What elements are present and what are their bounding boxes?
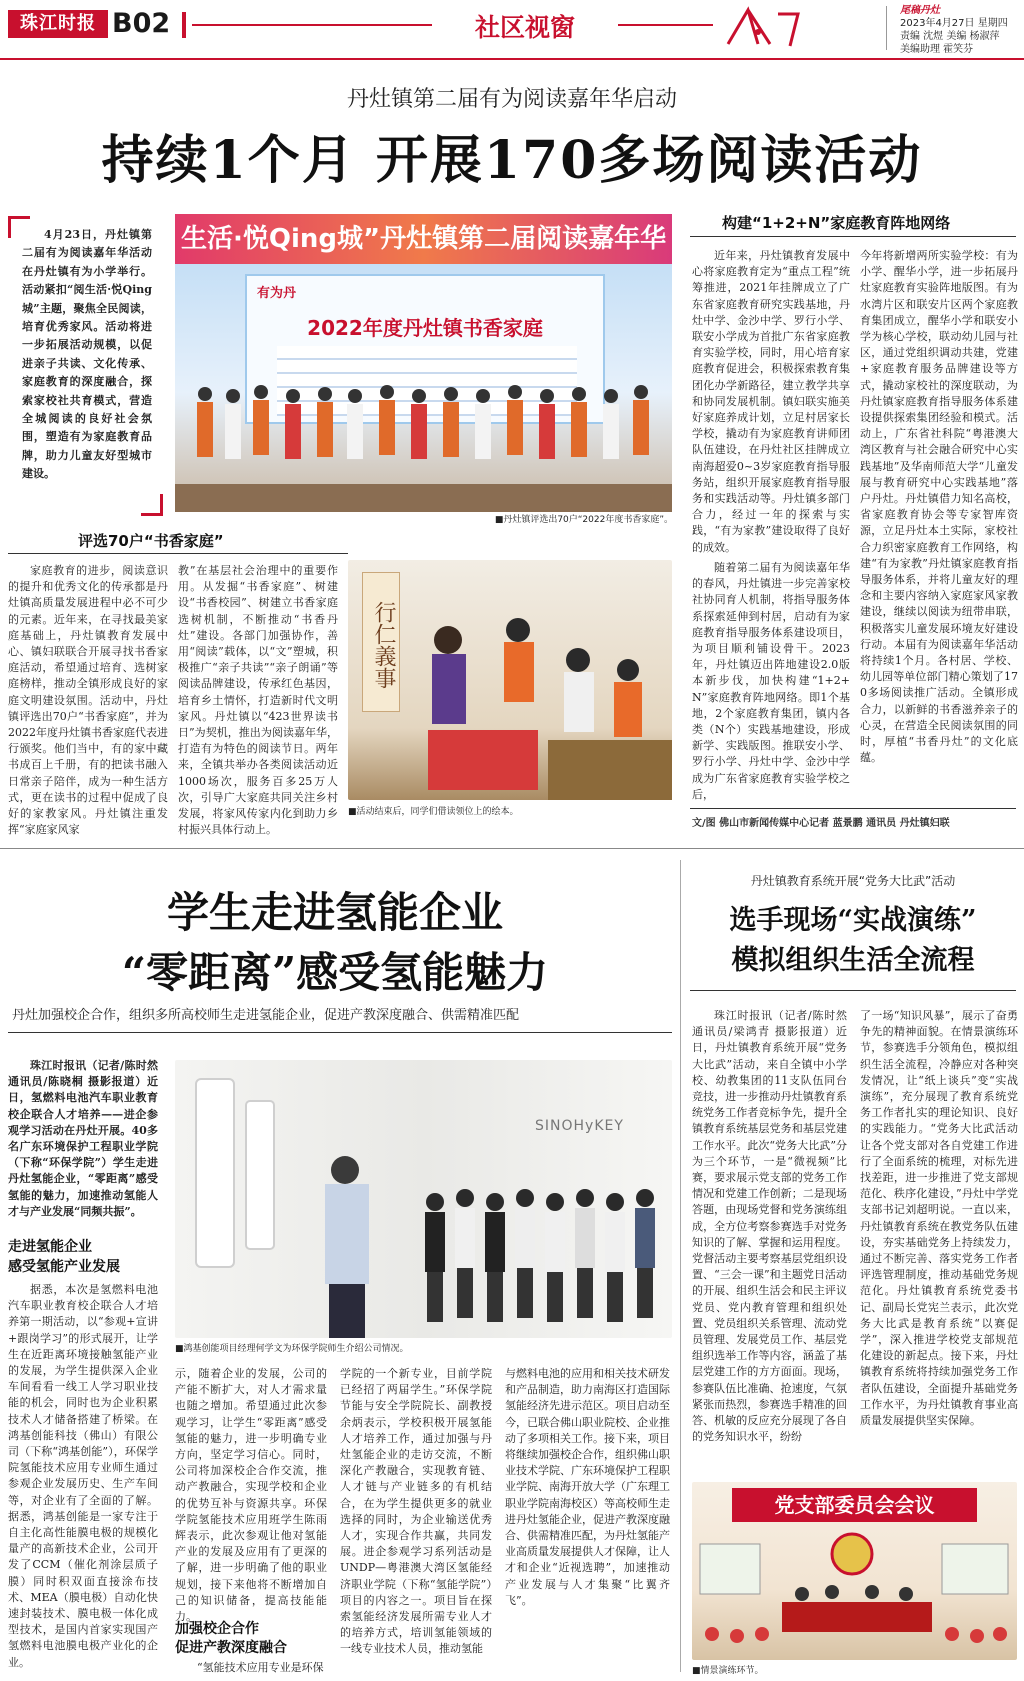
story1-photo-ceremony <box>175 214 672 512</box>
story2-subhead-1a: 走进氢能企业 <box>8 1239 92 1255</box>
board-title: 2022年度丹灶镇书香家庭 <box>307 316 543 340</box>
bracket-top <box>8 216 30 219</box>
assistant-line: 美编助理 霍笑芬 <box>900 44 974 55</box>
editor-line: 责编 沈煜 美编 杨淑萍 <box>900 31 1000 42</box>
page-number: B02 <box>112 8 171 39</box>
header-divider <box>182 12 186 38</box>
story1-photo2-caption: ■活动结束后，同学们借读领位上的绘本。 <box>348 807 519 817</box>
story1-subhead-1: 评选70户“书香家庭” <box>78 532 224 550</box>
story1-byline: 文/图 佛山市新闻传媒中心记者 蓝景鹏 通讯员 丹灶镇妇联 <box>692 818 950 829</box>
edition-info <box>900 4 1008 56</box>
calligraphy-scroll: 行仁義事 <box>362 572 400 712</box>
edition-caption: 尾稿丹灶 <box>900 5 940 16</box>
story1-col-d: 今年将新增两所实验学校：有为小学、醒华小学，进一步拓展丹灶家庭教育实验阵地版图。有为水湾片区和联安片区两个家庭教育集团成立，醒华小学和联安小学为核心学校，联动幼儿园与社区，通过党组织调动共建，党建+家庭教育服务品牌建设等方式，撬动家校社的深度联动，为丹灶镇家庭教育指导服务体系建设提供探索集团经验和模式。活动上，广东省社科院“粤港澳大湾区教育与社会融合研究中心实践基地”及华南师范大学“儿童发展与教育研究中心实践基地”落户丹灶。丹灶镇借力知名高校，省家庭教育协会等专家智库资源，立足丹灶本土实际，家校社合力织密家庭教育工作网络，构建“有为家教”丹灶镇家庭教育指导服务体系，并将儿童友好的理念和主要内容纳入家庭家风家教建设，继续以阅读为纽带串联，积极落实儿童发展环境友好建设行动。本届有为阅读嘉年华活动将持续1个月。各村居、学校、幼儿园等单位部门精心策划了170多场阅读推广活动。全镇形成合力，以新鲜的书香滋养亲子的心灵，在营造全民阅读氛围的同时，厚植“书香丹灶”的文化底蕴。 <box>860 249 1018 765</box>
story3-photo-meeting <box>692 1482 1017 1660</box>
story1-subhead-2: 构建“1+2+N”家庭教育阵地网络 <box>722 214 951 232</box>
company-wall-logo: SINOHyKEY <box>535 1118 624 1134</box>
story1-lead: 4月23日，丹灶镇第二届有为阅读嘉年华活动在丹灶镇有为小学举行。活动紧扣“阅生活·悦Qing城”主题，聚焦全民阅读，培育优秀家风。活动将进一步拓展活动规模，以促进亲子共读、文化传承、家庭教育的深度融合，探索家校社共育模式，营造全城阅读的良好社会氛围，塑造有为家庭教育品牌，助力儿童友好型城市建设。 <box>22 228 152 481</box>
story1-col-b: 教”在基层社会治理中的重要作用。从发掘“书香家庭”、树建设“书香校园”、树建立书香家庭选树机制，不断推动“书香丹灶”建设。各部门加强协作，善用“阅读”载体，以“文”塑城，积极推广“亲子共读”“亲子朗诵”等阅读品牌建设，传承红色基因，培育乡土情怀，打造新时代文明家风。丹灶镇以“423世界读书日”为契机，推出为阅读嘉年华，打造有为特色的阅读节日。两年来，全镇共举办各类阅读活动近1000场次，服务百多25万人次，引导广大家庭共同关注乡村发展，将家风传家内化到助力乡村振兴具体行动上。 <box>178 564 338 837</box>
story2-col-b-tail: “氢能技术应用专业是环保 <box>197 1661 324 1674</box>
header-underline <box>0 58 1024 60</box>
meeting-scene <box>692 1524 1017 1660</box>
story1-headline: 持续1个月 开展170多场阅读活动 <box>101 130 923 191</box>
header-rule-right <box>618 24 713 26</box>
people-row <box>175 374 672 512</box>
story1-col-c2: 随着第二届有为阅读嘉年华的春风，丹灶镇进一步完善家校社协同育人机制，将指导服务体系探索延伸到村居，启动有为家庭教育指导服务体系建设项目，为项目顺利铺设骨干。2023年，丹灶镇迈出阵地建设2.0版本新步伐，加快构建“1+2+N”家庭教育阵地网络。即1个基地，2个家庭教育集团，镇内各类（N个）实践基地建设，形成新学、实践版图。推联安小学、罗行小学、丹灶中学、金沙中学成为广东省家庭教育实验学校之后， <box>692 561 850 801</box>
banner-text: 生活·悦Qing城”丹灶镇第二届阅读嘉年华 <box>175 214 672 264</box>
header-vrule <box>886 6 887 50</box>
story3-photo-caption: ■情景演练环节。 <box>692 1666 764 1676</box>
meeting-banner: 党支部委员会会议 <box>732 1488 977 1522</box>
date-line: 2023年4月27日 星期四 <box>900 18 1008 29</box>
rule-1 <box>8 553 348 554</box>
story1-lead-box <box>8 216 163 516</box>
story2-headline-1: 学生走进氢能企业 <box>166 888 503 937</box>
rule-4 <box>8 1032 672 1033</box>
stamp-icon <box>718 4 888 52</box>
story2-lead: 珠江时报讯（记者/陈时然 通讯员/陈晓桐 摄影报道）近日，氢燃料电池汽车职业教育校企联合人才培养——进企参观学习活动在丹灶开展。40多名广东环境保护工程职业学院（下称“环保学院”）学生走进丹灶氢能企业，“零距离”感受氢能的魅力，加速推动氢能人才与产业发展“同频共振”。 <box>8 1059 158 1218</box>
story3-col-a: 珠江时报讯（记者/陈时然 通讯员/梁鸿青 摄影报道）近日，丹灶镇教育系统开展“党务大比武”活动，来自全镇中小学校、幼教集团的11支队伍同台竞技，进一步推动丹灶镇教育系统党务工作者竞标争先，提升全镇教育系统基层党务和基层党建工作水平。此次“党务大比武”分为三个环节，一是“微视频”比赛，要求展示党支部的党务工作情况和党建工作创新；二是现场答题，由现场党督和党务演练组成，全方位考察参赛选手对党务知识的了解、掌握和运用程度。党督活动主要考察基层党组织设置、“三会一课”和主题党日活动的开展、组织生活会和民主评议党员、党内教育管理和组织处置、党员组织关系管理、流动党员管理、发展党员工作、基层党组织选举工作等内容，涵盖了基层党建工作的方方面面。现场，参赛队伍比准确、抢速度，气氛紧张而热烈，参赛选手精准的回答、机敏的反应充分展现了各自的党务知识水平，纷纷 <box>692 1009 847 1444</box>
story1-photo-children <box>348 560 672 800</box>
visitors-group <box>275 1140 672 1338</box>
bracket-left <box>8 216 11 238</box>
rule-3 <box>690 808 1016 809</box>
story2-photo-visit <box>175 1060 672 1338</box>
story2-col-b: 示，随着企业的发展，公司的产能不断扩大，对人才需求量也随之增加。希望通过此次参观学习，让学生“零距离”感受氢能的魅力，进一步明确专业方向，坚定学习信心。同时，公司将加深校企合作交流，推动产教融合，实现学校和企业的优势互补与资源共享。环保学院氢能技术应用班学生陈雨辉表示，此次参观让他对氢能产业的发展及应用有了更深的了解，进一步明确了他的职业规划，接下来他将不断增加自己的知识储备，提高技能能力。 <box>175 1367 327 1624</box>
story3-kicker: 丹灶镇教育系统开展“党务大比武”活动 <box>750 874 956 888</box>
story2-col-d: 与燃料电池的应用和相关技术研发和产品制造，助力南海区打造国际氢能经济先进示范区。项目启动至今，已联合佛山职业院校、企业推动了多项相关工作。接下来，项目将继续加强校企合作，组织佛山职业技术学院、广东环境保护工程职业学院、南海开放大学（广东理工职业学院南海校区）等高校师生走进丹灶氢能企业，促进产教深度融合、供需精准匹配，为丹灶氢能产业高质量发展提供人才保障，让人才和企业“近视选聘”，加速推动产业发展与人才集聚“比翼齐飞”。 <box>505 1367 670 1607</box>
display-panel-2 <box>245 1100 275 1250</box>
story2-col-a: 据悉，本次是氢燃料电池汽车职业教育校企联合人才培养第一期活动，以“参观+宣讲+跟岗学习”的形式展开，让学生在近距离环境接触氢能产业的发展，为学生提供深入企业车间看看一线工人学习职业技能的机会，同时也为企业积累技术人才储备搭建了桥梁。在鸿基创能科技（佛山）有限公司（下称“鸿基创能”），环保学院氢能技术应用专业师生通过参观企业发展历史、生产车间等，对企业有了全面的了解。据悉，鸿基创能是一家专注于自主化高性能膜电极的规模化量产的高新技术企业，公司开发了CCM（催化剂涂层质子膜）同时积双面直接涂布技术、MEA（膜电极）自动化快速封装技术、膜电极一体化成型技术，是国内首家实现国产氢燃料电池膜电极产业化的企业。 <box>8 1283 158 1669</box>
story2-photo-caption: ■鸿基创能项目经理何学文为环保学院师生介绍公司情况。 <box>175 1344 409 1354</box>
story2-subhead-1 <box>8 1237 120 1277</box>
story2-col-c: 学院的一个新专业，目前学院已经招了两届学生。”环保学院节能与安全学院院长、副教授余炳表示，学校积极开展氢能人才培养工作，通过加强与丹灶氢能企业的走访交流，不断深化产教融合，实现教育链、人才链与产业链多的有机结合，在为学生提供更多的就业选择的同时，为企业输送优秀人才，实现合作共赢，共同发展。进企参观学习系列活动是UNDP—粤港澳大湾区氢能经济职业学院（下称“氢能学院”）项目的内容之一。项目旨在探索氢能经济发展所需专业人才的培养方式，培训氢能领域的一线专业技术人员，推动氢能 <box>340 1367 492 1656</box>
story2-deck: 丹灶加强校企合作，组织多所高校师生走进氢能企业，促进产教深度融合、供需精准匹配 <box>12 1008 520 1023</box>
newspaper-logo: 珠江时报 <box>8 10 108 38</box>
story2-headline-2: “零距离”感受氢能魅力 <box>121 948 549 997</box>
story3-col-b: 了一场“知识风暴”，展示了奋勇争先的精神面貌。在情景演练环节，参赛选手分领角色，模拟组织生活全流程，冷静应对各种突发情况，让“纸上谈兵”变“实战演练”，充分展现了教育系统党务工作者扎实的理论知识、良好的实践能力。“党务大比武活动让各个党支部对各自党建工作进行了全面系统的梳理，对标先进找差距，进一步推进了党支部规范化、秩序化建设，”丹灶中学党支部书记刘超明说。一直以来，丹灶镇教育系统在教党务队伍建设，夯实基础党务上持续发力，通过不断完善、落实党务工作者评选管理制度，推动基础党务规范化。丹灶镇教育系统党委书记、副局长党宪兰表示，此次党务大比武是教育系统“以赛促学”，深入推进学校党支部规范化建设的新起点。接下来，丹灶镇教育系统将持续加强党务工作者队伍建设，全面提升基础党务工作水平，为丹灶镇教育事业高质量发展提供坚实保障。 <box>860 1009 1018 1428</box>
board-logo: 有为丹 <box>257 286 297 301</box>
rule-2 <box>690 236 1016 237</box>
story2-subhead-1b: 感受氢能产业发展 <box>8 1259 120 1275</box>
story3-headline-1: 选手现场“实战演练” <box>729 905 977 936</box>
header-rule-left <box>192 24 432 26</box>
display-panel-1 <box>195 1078 235 1268</box>
story2-subhead-2 <box>175 1620 287 1658</box>
section-stamp <box>718 4 888 52</box>
story-vdivider <box>680 860 681 1672</box>
bracket-right <box>160 494 163 516</box>
story1-photo1-caption: ■丹灶镇评选出70户“2022年度书香家庭”。 <box>494 515 673 525</box>
rule-5 <box>690 990 1016 991</box>
story2-subhead-2b: 促进产教深度融合 <box>175 1640 287 1656</box>
story3-headline-2: 模拟组织生活全流程 <box>731 945 975 976</box>
story2-subhead-2a: 加强校企合作 <box>175 1621 259 1637</box>
children-figures <box>408 590 672 800</box>
block-divider <box>0 848 1024 849</box>
story1-col-a: 家庭教育的进步，阅读意识的提升和优秀文化的传承都是丹灶镇高质量发展进程中必不可少的元素。近年来，在寻找最美家庭基础上，丹灶镇教育发展中心、镇妇联联合开展寻找书香家庭活动，希望通过培育、选树家庭榜样，推动全镇形成良好的家庭文明建设氛围。活动中，丹灶镇评选出70户“书香家庭”，并为2022年度丹灶镇书香家庭代表进行颁奖。他们当中，有的家中藏书成百上千册，有的把读书融入日常亲子陪伴，成为一种生活方式，更在读书的过程中促成了良好的家教家风。丹灶镇注重发挥“家庭家风家 <box>8 564 168 837</box>
section-title: 社区视窗 <box>474 13 575 42</box>
story1-kicker: 丹灶镇第二届有为阅读嘉年华启动 <box>346 87 677 112</box>
story1-col-c1: 近年来，丹灶镇教育发展中心将家庭教育定为“重点工程”统筹推进，2021年挂牌成立了广东省家庭教育研究实践基地，丹灶中学、金沙中学、罗行小学、联安小学成为首批广东省家庭教育实验学校，同时，用心培育家庭教育促进会，积极探索教育集团化办学新路径，建立教学共享和协同发展机制。镇妇联实施美好家庭养成计划，立足村居家长学校，撬动有为家庭教育讲师团队伍建设，在丹灶社区挂牌成立南海超爱0~3岁家庭教育指导服务站，组织开展家庭教育指导服务和实践活动等。丹灶镇多部门合力，经过一年的探索与实践，“有为家教”建设取得了良好的成效。 <box>692 249 850 554</box>
